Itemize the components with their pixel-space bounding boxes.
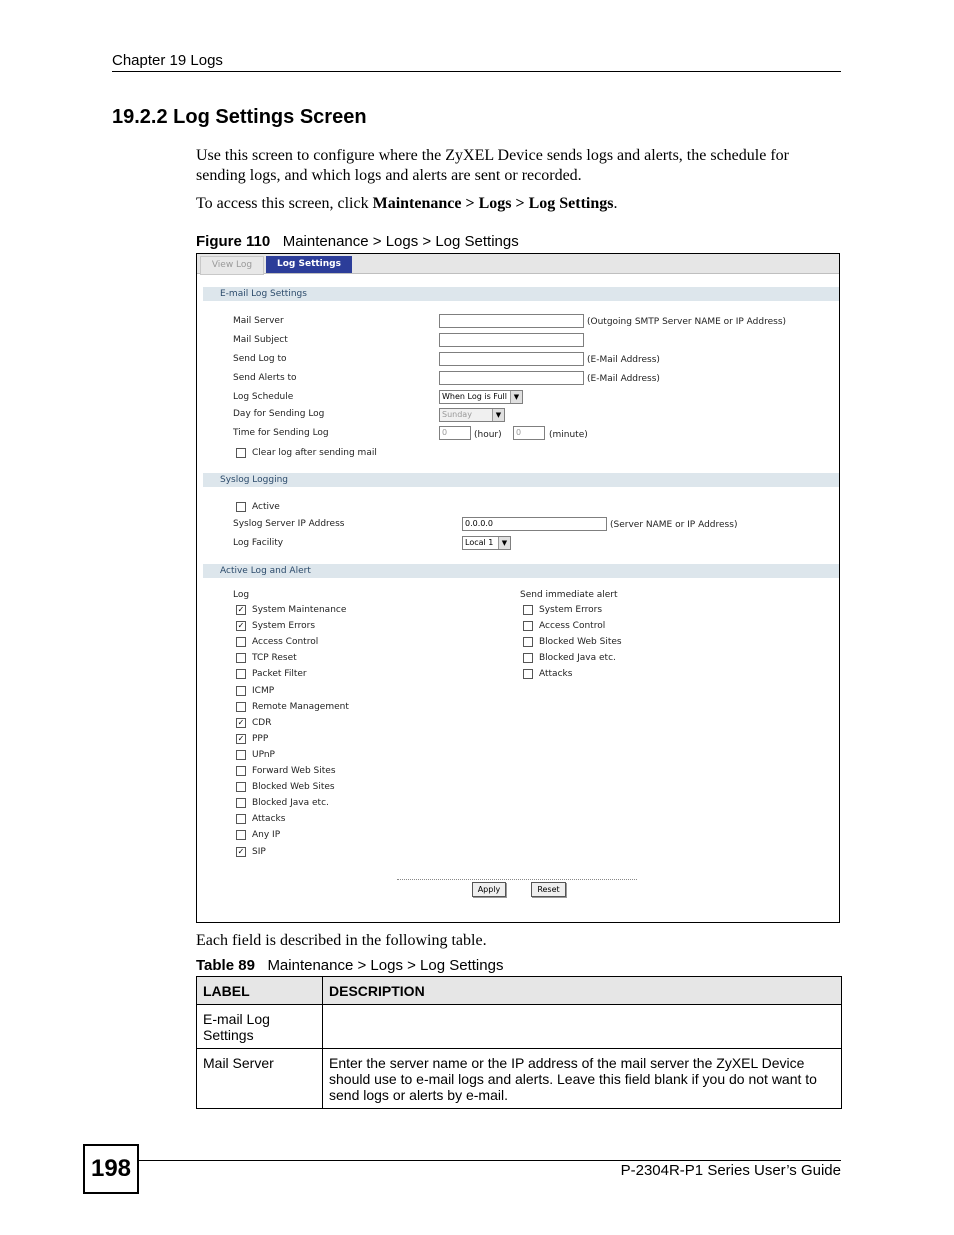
send-alerts-to-label: Send Alerts to (233, 373, 297, 383)
email-section-header: E-mail Log Settings (203, 287, 839, 301)
log-item-label: PPP (252, 733, 269, 744)
chevron-down-icon: ▼ (492, 409, 504, 421)
log-item-label: Packet Filter (252, 669, 307, 680)
log-item-checkbox[interactable] (236, 669, 246, 679)
log-item-label: Forward Web Sites (252, 766, 336, 776)
log-item-checkbox[interactable] (236, 766, 246, 776)
footer-rule (139, 1160, 841, 1161)
log-item-label: Any IP (252, 830, 281, 841)
table-intro: Each field is described in the following table. (196, 932, 487, 949)
syslog-active-label: Active (252, 502, 280, 512)
send-log-to-hint: (E-Mail Address) (587, 355, 660, 365)
alert-item-label: Access Control (539, 621, 606, 632)
field-description-table (196, 976, 842, 1109)
log-item-label: System Maintenance (252, 605, 347, 615)
chevron-down-icon: ▼ (498, 537, 510, 549)
log-item-checkbox[interactable]: ✓ (237, 733, 245, 743)
log-item-checkbox[interactable] (236, 798, 246, 808)
alert-item-label: Attacks (539, 669, 573, 680)
alert-item-checkbox[interactable] (523, 605, 533, 615)
log-item-checkbox[interactable] (236, 814, 246, 824)
minute-unit: (minute) (549, 430, 588, 440)
chevron-down-icon: ▼ (510, 391, 522, 403)
log-schedule-select[interactable] (439, 390, 523, 404)
log-item-label: SIP (252, 846, 266, 857)
log-schedule-value: When Log is Full (442, 392, 507, 401)
row-label: Mail Server (197, 1049, 323, 1109)
log-column-header: Log (233, 590, 250, 600)
tab-log-settings[interactable]: Log Settings (266, 256, 352, 273)
row-description (323, 1005, 842, 1049)
hour-unit: (hour) (474, 430, 502, 440)
syslog-server-label: Syslog Server IP Address (233, 519, 345, 529)
hour-input[interactable]: 0 (439, 426, 471, 440)
mail-server-label: Mail Server (233, 316, 284, 326)
log-item-checkbox[interactable] (236, 830, 246, 840)
alert-item-checkbox[interactable] (523, 653, 533, 663)
clear-log-label: Clear log after sending mail (252, 448, 377, 458)
log-item-label: ICMP (252, 685, 275, 696)
syslog-active-checkbox[interactable] (236, 502, 246, 512)
table-row (197, 1049, 842, 1109)
figure-caption (196, 233, 519, 250)
alert-column-header: Send immediate alert (520, 590, 618, 600)
log-item-checkbox[interactable] (236, 637, 246, 647)
row-description: Enter the server name or the IP address of the mail server the ZyXEL Device should use to e-mail logs and alerts. Leave this field blank if you do not want to send logs or alerts by e-mail. (323, 1049, 842, 1109)
tab-view-log[interactable]: View Log (200, 256, 264, 275)
table-caption-text: Maintenance > Logs > Log Settings (267, 957, 504, 974)
send-log-to-label: Send Log to (233, 354, 287, 364)
log-item-checkbox[interactable]: ✓ (237, 605, 245, 614)
log-item-label: CDR (252, 717, 272, 728)
access-suffix: . (613, 195, 618, 212)
log-item-checkbox[interactable]: ✓ (237, 717, 245, 727)
alert-item-label: System Errors (539, 605, 603, 615)
alert-item-label: Blocked Web Sites (539, 637, 622, 648)
alert-item-checkbox[interactable] (523, 637, 533, 647)
description-header: DESCRIPTION (323, 977, 842, 1005)
section-title: 19.2.2 Log Settings Screen (112, 106, 367, 128)
table-header-row (197, 977, 842, 1005)
mail-subject-label: Mail Subject (233, 335, 288, 345)
log-item-checkbox[interactable] (236, 653, 246, 663)
log-item-label: TCP Reset (252, 653, 297, 664)
mail-server-hint: (Outgoing SMTP Server NAME or IP Address) (587, 317, 787, 327)
menu-path: Maintenance > Logs > Log Settings (372, 195, 614, 212)
log-item-label: Attacks (252, 814, 286, 825)
guide-title: P-2304R-P1 Series User’s Guide (620, 1162, 841, 1179)
log-settings-screenshot (196, 253, 840, 923)
time-for-sending-label: Time for Sending Log (233, 428, 329, 438)
log-item-checkbox[interactable]: ✓ (237, 621, 245, 631)
minute-input[interactable]: 0 (513, 426, 545, 440)
mail-subject-input[interactable] (439, 333, 584, 347)
log-item-label: Remote Management (252, 701, 349, 712)
log-item-label: UPnP (252, 749, 275, 760)
alert-section-header: Active Log and Alert (203, 564, 839, 578)
send-alerts-to-hint: (E-Mail Address) (587, 374, 660, 384)
day-for-sending-value: Sunday (442, 410, 472, 419)
syslog-section-header: Syslog Logging (203, 473, 839, 487)
day-for-sending-select[interactable] (439, 408, 505, 422)
page-number: 198 (83, 1144, 139, 1194)
access-prefix: To access this screen, click (196, 195, 373, 212)
alert-item-checkbox[interactable] (523, 621, 533, 631)
send-alerts-to-input[interactable] (439, 371, 584, 385)
log-item-checkbox[interactable] (236, 702, 246, 712)
log-item-label: System Errors (252, 621, 316, 632)
mail-server-input[interactable] (439, 314, 584, 328)
log-item-label: Access Control (252, 637, 319, 648)
log-facility-select[interactable] (462, 536, 511, 550)
figure-caption-text: Maintenance > Logs > Log Settings (282, 233, 519, 250)
button-divider (397, 879, 637, 880)
log-facility-label: Log Facility (233, 538, 284, 548)
label-header: LABEL (197, 977, 323, 1005)
figure-label: Figure 110 (196, 233, 271, 250)
intro-paragraph: Use this screen to configure where the ZyXEL Device sends logs and alerts, the schedule for sending logs, and which logs and alerts are sent or recorded. (196, 147, 789, 184)
access-instructions (196, 194, 841, 214)
clear-log-checkbox[interactable] (236, 448, 246, 458)
day-for-sending-label: Day for Sending Log (233, 409, 325, 419)
log-facility-value: Local 1 (465, 538, 494, 547)
chapter-header: Chapter 19 Logs (112, 52, 223, 69)
log-item-checkbox[interactable] (236, 686, 246, 696)
tab-bar (197, 254, 839, 274)
syslog-server-input[interactable]: 0.0.0.0 (462, 517, 607, 531)
send-log-to-input[interactable] (439, 352, 584, 366)
reset-button[interactable]: Reset (531, 882, 566, 897)
log-item-label: Blocked Java etc. (252, 798, 329, 809)
row-label: E-mail Log Settings (197, 1005, 323, 1049)
log-item-label: Blocked Web Sites (252, 782, 335, 793)
syslog-server-hint: (Server NAME or IP Address) (610, 520, 738, 530)
alert-item-checkbox[interactable] (523, 669, 533, 679)
header-rule (112, 71, 841, 72)
table-row (197, 1005, 842, 1049)
table-caption (196, 957, 503, 974)
log-item-checkbox[interactable]: ✓ (237, 846, 245, 856)
log-item-checkbox[interactable] (236, 750, 246, 760)
apply-button[interactable]: Apply (472, 882, 506, 897)
log-schedule-label: Log Schedule (233, 392, 294, 402)
log-item-checkbox[interactable] (236, 782, 246, 792)
table-label: Table 89 (196, 957, 255, 974)
alert-item-label: Blocked Java etc. (539, 653, 616, 664)
